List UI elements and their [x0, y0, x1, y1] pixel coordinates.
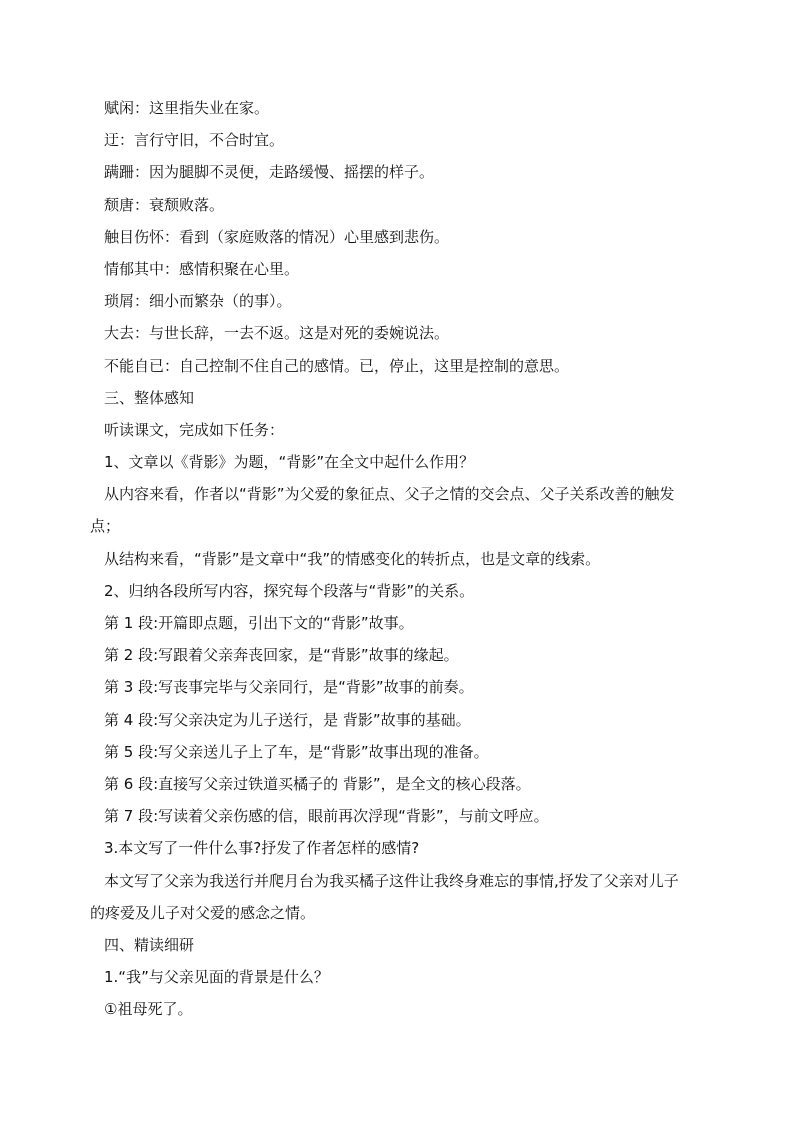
answer-1-content-line2: 点； — [90, 517, 121, 536]
answer-1-structure: 从结构来看，“背影”是文章中“我”的情感变化的转折点，也是文章的线索。 — [104, 549, 601, 568]
answer-3-line2: 的疼爱及儿子对父爱的感念之情。 — [90, 903, 316, 922]
answer-1-content-line1: 从内容来看，作者以“背影”为父爱的象征点、父子之情的交会点、父子关系改善的触发 — [104, 485, 675, 504]
paragraph-1-summary: 第 1 段:开篇即点题，引出下文的“背影”故事。 — [104, 614, 414, 632]
answer-3-line1: 本文写了父亲为我送行并爬月台为我买橘子这件让我终身难忘的事情,抒发了父亲对儿子 — [104, 871, 679, 890]
paragraph-2-summary: 第 2 段:写跟着父亲奔丧回家，是“背影”故事的缘起。 — [104, 646, 459, 665]
vocab-yu: 迂：言行守旧，不合时宜。 — [104, 131, 285, 150]
paragraph-4-summary: 第 4 段:写父亲决定为儿子送行，是 背影”故事的基础。 — [104, 710, 471, 729]
section-heading-overall: 三、整体感知 — [104, 388, 195, 407]
task-intro: 听读课文，完成如下任务： — [104, 420, 285, 439]
close-reading-question-1: 1.“我”与父亲见面的背景是什么？ — [104, 968, 329, 987]
vocab-qingyu-qizhong: 情郁其中：感情积聚在心里。 — [104, 259, 300, 278]
vocab-suoxie: 琐屑：细小而繁杂（的事）。 — [104, 292, 292, 311]
vocab-buneng-ziyi: 不能自已：自己控制不住自己的感情。已，停止，这里是控制的意思。 — [104, 356, 570, 375]
question-2: 2、归纳各段所写内容，探究每个段落与“背影”的关系。 — [104, 581, 475, 600]
vocab-chumu-shanghuai: 触目伤怀：看到（家庭败落的情况）心里感到悲伤。 — [104, 227, 450, 246]
close-reading-answer-1: ①祖母死了。 — [104, 1000, 193, 1019]
vocab-tuitang: 颓唐：衰颓败落。 — [104, 195, 225, 214]
vocab-panshan: 蹒跚：因为腿脚不灵便，走路缓慢、摇摆的样子。 — [104, 163, 435, 182]
paragraph-7-summary: 第 7 段:写读着父亲伤感的信，眼前再次浮现“背影”，与前文呼应。 — [104, 807, 549, 826]
section-heading-close-reading: 四、精读细研 — [104, 935, 195, 954]
document-body — [0, 92, 794, 1025]
vocab-fuxian: 赋闲：这里指失业在家。 — [104, 99, 270, 117]
paragraph-6-summary: 第 6 段:直接写父亲过铁道买橘子的 背影”，是全文的核心段落。 — [104, 774, 531, 793]
question-1: 1、文章以《背影》为题，“背影”在全文中起什么作用？ — [104, 453, 475, 472]
vocab-daqu: 大去：与世长辞，一去不返。这是对死的委婉说法。 — [104, 324, 450, 343]
paragraph-5-summary: 第 5 段:写父亲送儿子上了车，是“背影”故事出现的准备。 — [104, 742, 489, 761]
paragraph-3-summary: 第 3 段:写丧事完毕与父亲同行，是“背影”故事的前奏。 — [104, 678, 474, 697]
question-3: 3.本文写了一件什么事?抒发了作者怎样的感情? — [104, 839, 420, 858]
